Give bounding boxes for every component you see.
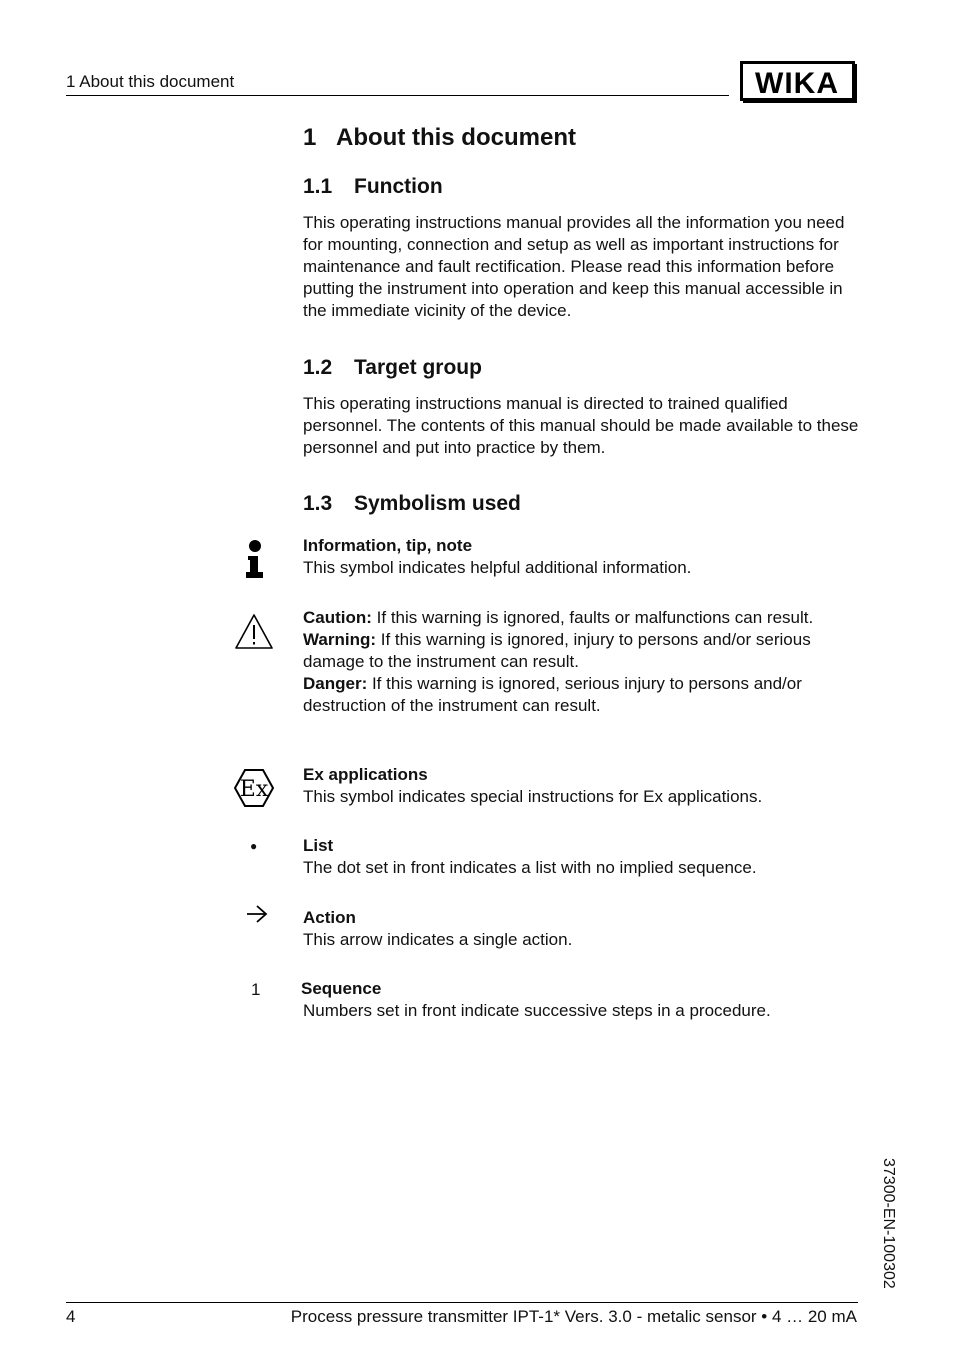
warning-entry bbox=[303, 607, 859, 717]
logo-text: WIKA bbox=[755, 67, 839, 100]
danger-line bbox=[303, 673, 859, 717]
caution-line bbox=[303, 607, 859, 629]
document-code: 37300-EN-100302 bbox=[880, 1158, 897, 1289]
ex-entry bbox=[303, 764, 859, 808]
chapter-title bbox=[303, 124, 576, 152]
function-paragraph: This operating instructions manual provides all the information you need for mounting, connection and setup as well as important instructions for maintenance and fault rectification. Please read this information before putting the instrument into operation and keep this manual accessible in the immediate vicinity of the device. bbox=[303, 213, 845, 320]
sequence-marker: 1 bbox=[251, 980, 261, 999]
target-group-paragraph: This operating instructions manual is directed to trained qualified personnel. The contents of this manual should be made available to these personnel and put into practice by them. bbox=[303, 394, 859, 457]
section-heading-function bbox=[303, 175, 443, 199]
page-number: 4 bbox=[66, 1307, 76, 1326]
action-text: This arrow indicates a single action. bbox=[303, 930, 573, 949]
ex-title: Ex applications bbox=[303, 765, 428, 784]
section-title: Function bbox=[354, 175, 443, 198]
bullet-icon: ● bbox=[250, 839, 258, 853]
section-number: 1.3 bbox=[303, 492, 333, 515]
section-title: Symbolism used bbox=[354, 492, 521, 515]
section-title: Target group bbox=[354, 356, 482, 379]
info-entry bbox=[303, 535, 859, 579]
section-heading-target-group bbox=[303, 356, 482, 380]
action-entry bbox=[303, 907, 859, 951]
action-title: Action bbox=[303, 908, 356, 927]
chapter-title-text: About this document bbox=[336, 124, 576, 151]
warning-text: If this warning is ignored, injury to persons and/or serious damage to the instrument can result. bbox=[303, 630, 811, 671]
info-icon bbox=[236, 539, 276, 579]
sequence-entry bbox=[303, 978, 859, 1022]
header-rule bbox=[66, 95, 729, 96]
footer-document-title: Process pressure transmitter IPT-1* Vers. 3.0 - metalic sensor • 4 … 20 mA bbox=[290, 1307, 857, 1326]
danger-label: Danger: bbox=[303, 674, 368, 693]
caution-text: If this warning is ignored, faults or malfunctions can result. bbox=[371, 608, 814, 627]
section-number: 1.2 bbox=[303, 356, 333, 379]
warning-triangle-icon bbox=[234, 612, 274, 652]
section-heading-symbolism bbox=[303, 492, 521, 516]
list-title: List bbox=[303, 836, 334, 855]
footer-rule bbox=[66, 1302, 858, 1303]
section-number: 1.1 bbox=[303, 175, 333, 198]
caution-label: Caution: bbox=[303, 608, 372, 627]
chapter-number: 1 bbox=[303, 124, 317, 151]
warning-line bbox=[303, 629, 853, 673]
sequence-title: Sequence bbox=[301, 979, 382, 998]
danger-text: If this warning is ignored, serious injury to persons and/or destruction of the instrument can result. bbox=[303, 674, 802, 715]
ex-icon bbox=[234, 768, 274, 808]
arrow-right-icon bbox=[245, 903, 269, 925]
list-text: The dot set in front indicates a list with no implied sequence. bbox=[303, 858, 757, 877]
list-entry bbox=[303, 835, 859, 879]
svg-text:Ex: Ex bbox=[239, 777, 269, 802]
ex-text: This symbol indicates special instructions for Ex applications. bbox=[303, 787, 763, 806]
sequence-text: Numbers set in front indicate successive steps in a procedure. bbox=[303, 1001, 771, 1020]
warning-label: Warning: bbox=[303, 630, 377, 649]
wika-logo bbox=[740, 61, 858, 103]
running-header: 1 About this document bbox=[66, 72, 235, 91]
info-title: Information, tip, note bbox=[303, 536, 473, 555]
info-text: This symbol indicates helpful additional information. bbox=[303, 558, 692, 577]
